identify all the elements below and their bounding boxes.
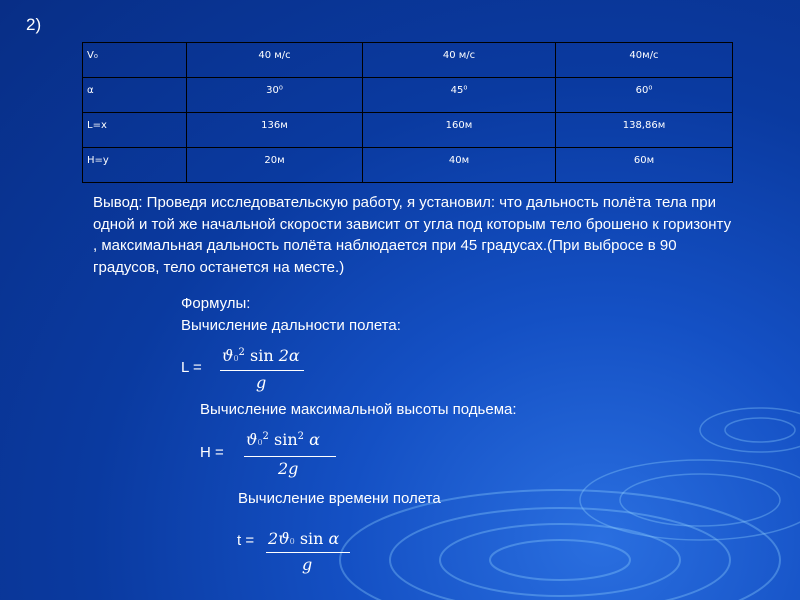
table-cell: H=y — [83, 148, 187, 183]
range-formula-denominator: g — [256, 373, 267, 392]
table-cell: 45⁰ — [363, 78, 556, 113]
table-cell: 138,86м — [556, 113, 733, 148]
table-cell: 40м — [363, 148, 556, 183]
table-row — [83, 113, 733, 148]
table-cell: 40 м/с — [187, 43, 363, 78]
table-cell: α — [83, 78, 187, 113]
range-formula-label: Вычисление дальности полета: — [181, 317, 401, 334]
table-row — [83, 43, 733, 78]
range-fraction-bar — [220, 370, 304, 371]
table-cell: 160м — [363, 113, 556, 148]
time-formula-lhs: t = — [237, 532, 255, 549]
time-formula-label: Вычисление времени полета — [238, 490, 441, 507]
table-cell: 40м/с — [556, 43, 733, 78]
table-cell: 60⁰ — [556, 78, 733, 113]
table-cell: 20м — [187, 148, 363, 183]
conclusion-text: Вывод: Проведя исследовательскую работу, я установил: что дальность полёта тела при одной и той же начальной скорости зависит от угла под которым тело брошено к горизонту , максимальная дальность полёта наблюдается при 45 градусах.(При выбросе в 90 градусов, тело останется на месте.) — [93, 194, 732, 276]
height-fraction-bar — [244, 456, 336, 457]
table-cell: 136м — [187, 113, 363, 148]
time-fraction-bar — [266, 552, 350, 553]
table-cell: 30⁰ — [187, 78, 363, 113]
slide-number: 2) — [26, 15, 42, 34]
height-formula-numerator: $ϑ0^2$ $\sin^2 \alpha$ — [246, 430, 320, 449]
table-row — [83, 78, 733, 113]
table-row — [83, 148, 733, 183]
time-formula-denominator: g — [302, 555, 313, 574]
table-cell: 40 м/с — [363, 43, 556, 78]
height-formula-denominator: 2g — [278, 459, 299, 478]
results-table — [82, 42, 733, 183]
table-cell: L=x — [83, 113, 187, 148]
table-cell: 60м — [556, 148, 733, 183]
table-cell: V₀ — [83, 43, 187, 78]
range-formula-numerator: $ϑ0^2$ sin 2α — [222, 346, 300, 365]
height-formula-lhs: H = — [200, 444, 224, 461]
range-formula-lhs: L = — [181, 359, 202, 376]
formulas-heading: Формулы: — [181, 295, 251, 312]
time-formula-numerator: 2ϑ0 sin α — [268, 529, 340, 548]
height-formula-label: Вычисление максимальной высоты подьема: — [200, 401, 517, 418]
